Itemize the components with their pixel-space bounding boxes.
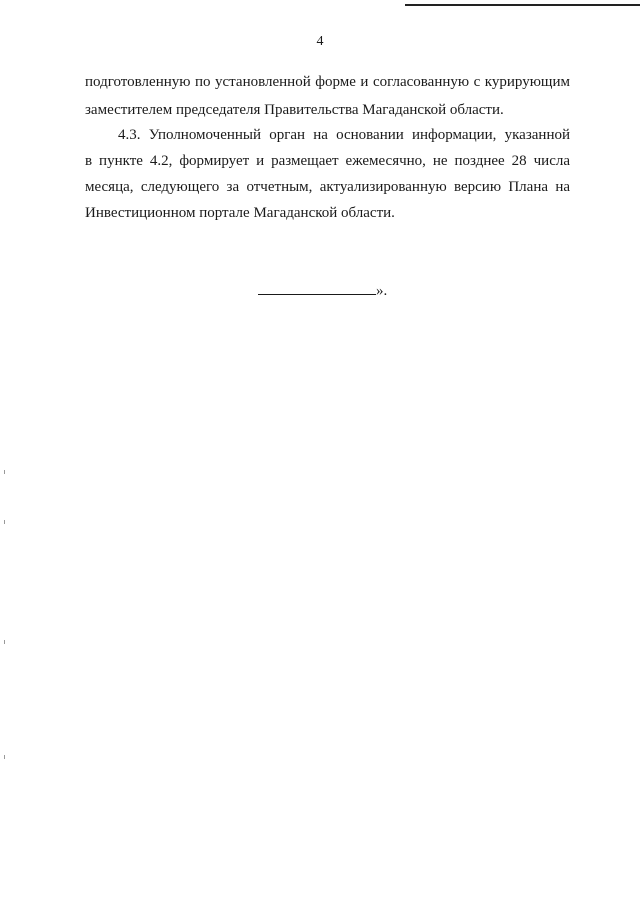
scan-speck <box>4 520 5 524</box>
paragraph-2-line-3: месяца, следующего за отчетным, актуализированную версию Плана на <box>85 179 570 195</box>
header-rule <box>405 4 640 6</box>
closing-mark <box>258 282 387 300</box>
paragraph-2-line-4: Инвестиционном портале Магаданской области. <box>85 205 395 221</box>
closing-quote: ». <box>376 283 388 299</box>
page-number: 4 <box>316 34 324 49</box>
paragraph-2-line-2: в пункте 4.2, формирует и размещает ежемесячно, не позднее 28 числа <box>85 153 570 169</box>
paragraph-2-line-1: 4.3. Уполномоченный орган на основании информации, указанной <box>118 127 570 143</box>
scan-speck <box>4 755 5 759</box>
paragraph-1-line-2: заместителем председателя Правительства Магаданской области. <box>85 102 504 118</box>
scan-speck <box>4 470 5 474</box>
closing-rule <box>258 282 376 295</box>
scan-speck <box>4 640 5 644</box>
paragraph-1-line-1: подготовленную по установленной форме и согласованную с курирующим <box>85 74 570 90</box>
